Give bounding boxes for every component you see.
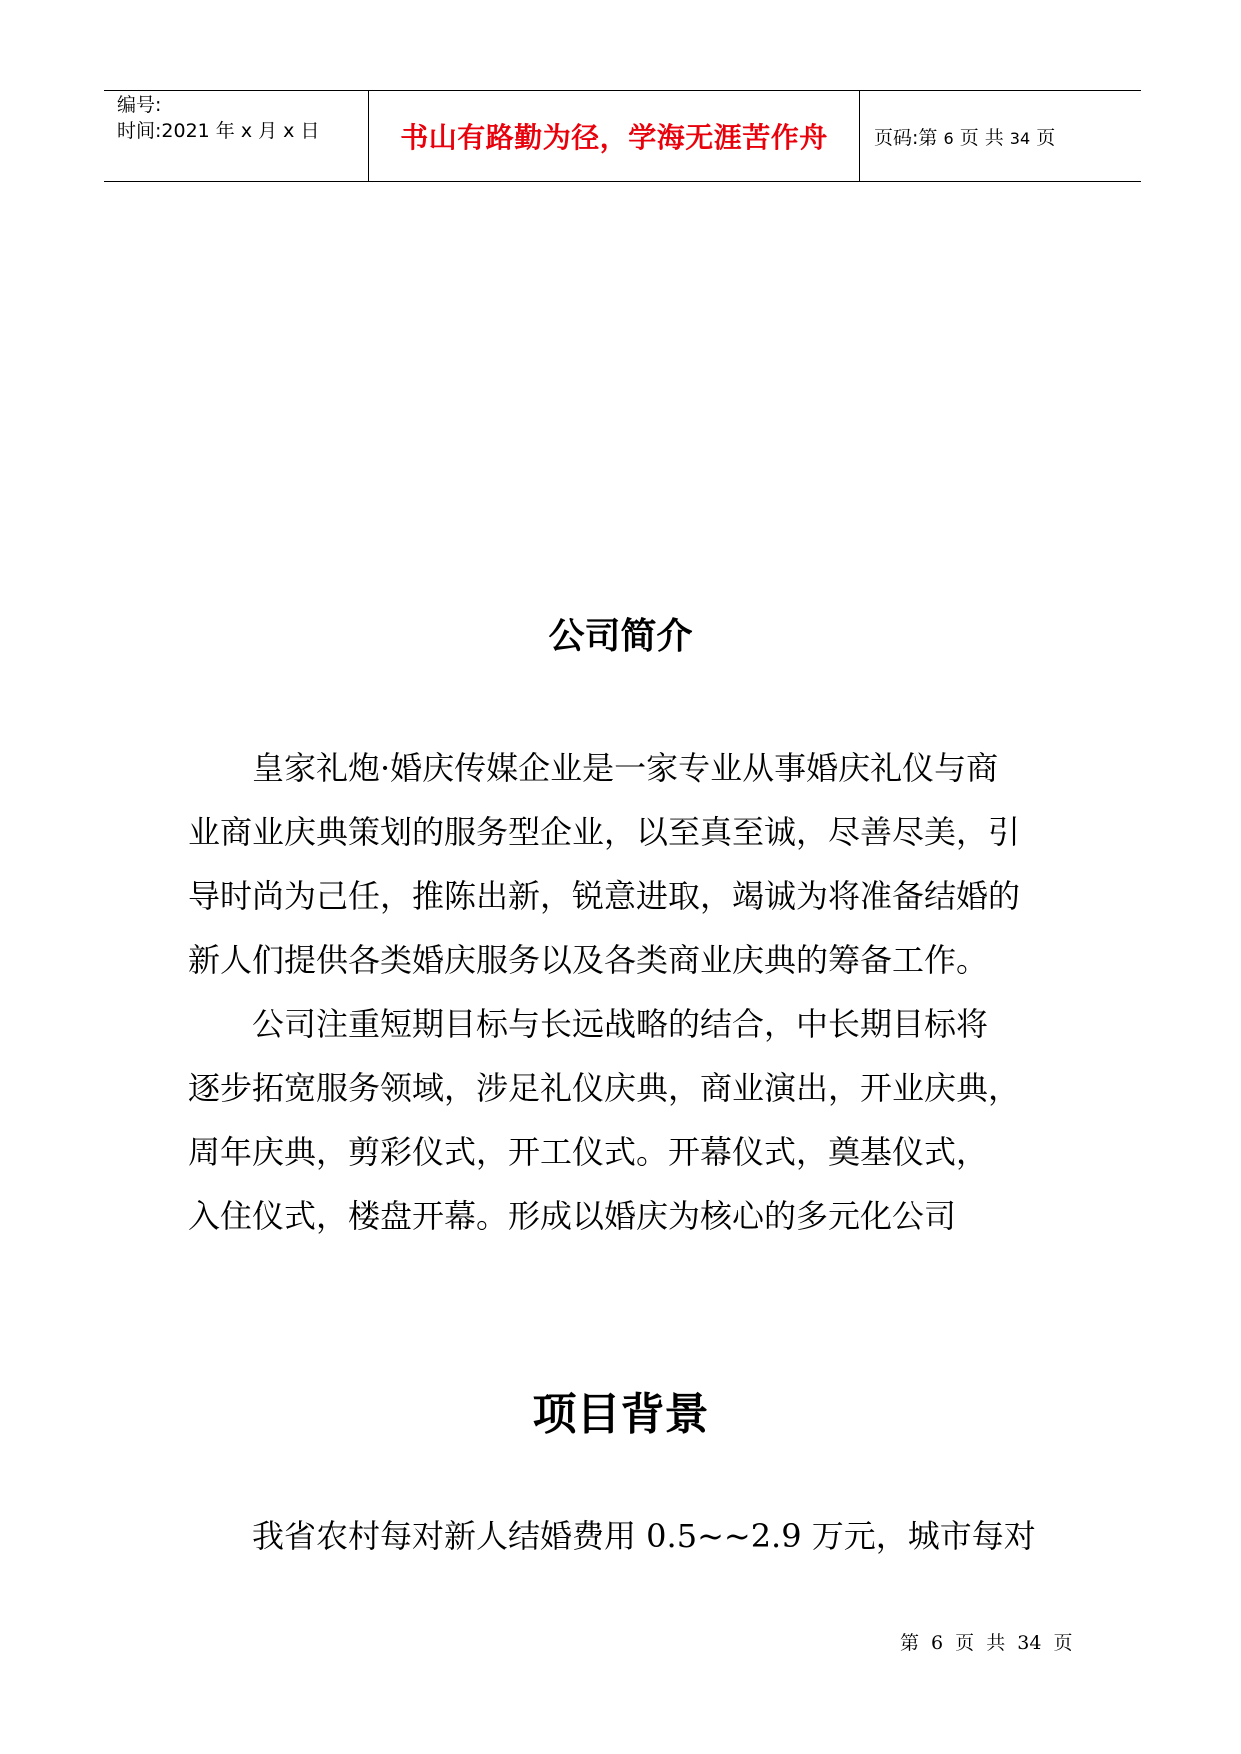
company-intro-paragraph-2: [188, 992, 1068, 1248]
page-total: 34: [1009, 128, 1031, 148]
section-title-project-background: 项目背景: [532, 1389, 709, 1440]
paragraph-line: 入住仪式，楼盘开幕。形成以婚庆为核心的多元化公司: [188, 1197, 957, 1235]
motto-text: 书山有路勤为径，学海无涯苦作舟: [400, 121, 828, 154]
header-meta-cell: [104, 91, 369, 181]
paragraph-line: 业商业庆典策划的服务型企业，以至真至诚，尽善尽美，引: [188, 813, 1021, 851]
page-label-prefix: 页码:第: [874, 126, 938, 149]
paragraph-line: 逐步拓宽服务领域，涉足礼仪庆典，商业演出，开业庆典，: [188, 1069, 1021, 1107]
project-background-paragraph-1: [188, 1504, 1068, 1568]
page-header: [104, 90, 1141, 182]
paragraph-line: 新人们提供各类婚庆服务以及各类商业庆典的筹备工作。: [188, 941, 989, 979]
header-motto-cell: [369, 91, 860, 181]
paragraph-line: 我省农村每对新人结婚费用 0.5~~2.9 万元，城市每对: [252, 1517, 1036, 1555]
serial-label: 编号:: [117, 94, 162, 116]
page-number-label: [874, 123, 1055, 150]
page-current: 6: [943, 128, 954, 148]
company-intro-paragraph-1: [188, 736, 1068, 992]
page-label-mid: 页 共: [959, 126, 1004, 149]
time-label: 时间:2021 年 x 月 x 日: [117, 120, 320, 142]
paragraph-line: 周年庆典，剪彩仪式，开工仪式。开幕仪式，奠基仪式，: [188, 1133, 989, 1171]
header-page-cell: [860, 91, 1141, 181]
paragraph-line: 导时尚为己任，推陈出新，锐意进取，竭诚为将准备结婚的: [188, 877, 1021, 915]
page-label-suffix: 页: [1036, 126, 1056, 149]
paragraph-line: 皇家礼炮·婚庆传媒企业是一家专业从事婚庆礼仪与商: [252, 749, 999, 787]
section-title-company-intro: 公司简介: [548, 616, 693, 657]
paragraph-line: 公司注重短期目标与长远战略的结合，中长期目标将: [252, 1005, 989, 1043]
page-footer: 第 6 页 共 34 页: [900, 1632, 1073, 1654]
